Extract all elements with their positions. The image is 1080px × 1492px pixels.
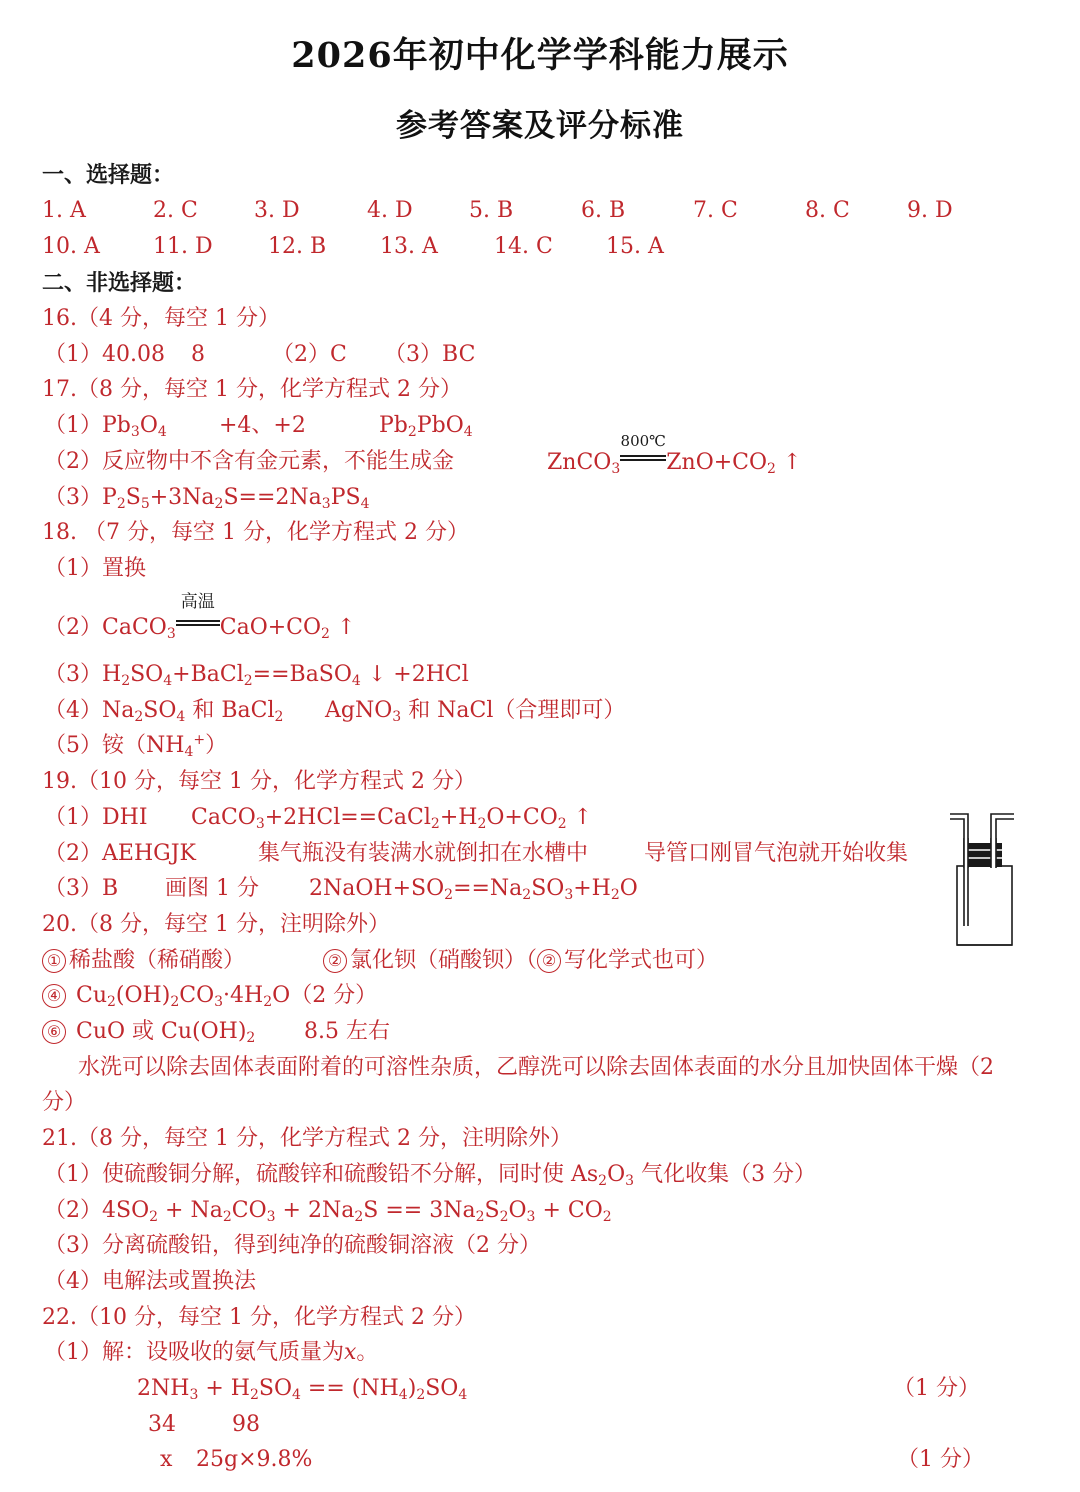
choice-answer: 14. C xyxy=(494,234,553,259)
choice-answer: 15. A xyxy=(606,234,664,259)
choice-answer: 2. C xyxy=(153,198,198,223)
q21-head: 21.（8 分，每空 1 分，化学方程式 2 分，注明除外） xyxy=(42,1126,572,1151)
circled-number: ② xyxy=(537,949,561,973)
choice-answer: 7. C xyxy=(693,198,738,223)
circled-number: ② xyxy=(323,949,347,973)
q16-answer-1b: 8 xyxy=(191,342,205,367)
q16-head: 16.（4 分，每空 1 分） xyxy=(42,306,280,331)
q17-a2-equation: ZnCO$_3$ 800℃ $ZnO+CO_2$ ↑ xyxy=(547,432,802,477)
q20-answer-7: 水洗可以除去固体表面附着的可溶性杂质，乙醇洗可以除去固体表面的水分且加快固体干燥（2 xyxy=(78,1055,995,1080)
q20-head: 20.（8 分，每空 1 分，注明除外） xyxy=(42,912,390,937)
q17-a2-text: （2）反应物中不含有金元素，不能生成金 xyxy=(44,449,454,474)
section-heading-choice: 一、选择题： xyxy=(42,162,175,188)
reaction-condition: 800℃ xyxy=(620,447,666,467)
gas-arrow-icon: ↑ xyxy=(573,805,593,830)
q22-head: 22.（10 分，每空 1 分，化学方程式 2 分） xyxy=(42,1305,476,1330)
section-heading-nonchoice: 二、非选择题： xyxy=(42,270,197,296)
choice-answer: 5. B xyxy=(469,198,514,223)
gas-arrow-icon: ↑ xyxy=(782,450,802,475)
q17-a1-label: （1）Pb xyxy=(44,413,131,438)
circled-number: ① xyxy=(42,949,66,973)
choice-answer: 3. D xyxy=(254,198,300,223)
choice-answer: 6. B xyxy=(581,198,626,223)
choice-answer: 9. D xyxy=(907,198,953,223)
q21-answer-3: （3）分离硫酸铅，得到纯净的硫酸铜溶液（2 分） xyxy=(44,1233,541,1258)
choice-answer: 1. A xyxy=(42,198,86,223)
q17-a1-formula: Pb xyxy=(379,413,408,438)
q18-head: 18. （7 分，每空 1 分，化学方程式 2 分） xyxy=(42,520,469,545)
q17-head: 17.（8 分，每空 1 分，化学方程式 2 分） xyxy=(42,377,462,402)
q16-answer-2: （2）C xyxy=(272,342,347,367)
q18-answer-1: （1）置换 xyxy=(44,556,146,581)
score-note: （1 分） xyxy=(897,1447,984,1472)
q16-answer-3: （3）BC xyxy=(384,342,476,367)
choice-answer: 8. C xyxy=(805,198,850,223)
q21-answer-4: （4）电解法或置换法 xyxy=(44,1269,256,1294)
choice-answer: 4. D xyxy=(367,198,413,223)
page-subtitle: 参考答案及评分标准 xyxy=(396,108,684,144)
choice-answer: 13. A xyxy=(380,234,438,259)
reaction-condition: 高温 xyxy=(176,612,220,632)
choice-answer: 12. B xyxy=(268,234,327,259)
page-title: 2026年初中化学学科能力展示 xyxy=(291,35,789,76)
choice-answer: 10. A xyxy=(42,234,100,259)
q16-answer-1: （1）40.08 xyxy=(44,342,165,367)
score-note: （1 分） xyxy=(893,1376,980,1401)
precipitate-arrow-icon: ↓ xyxy=(367,662,387,687)
circled-number: ⑥ xyxy=(42,1020,66,1044)
q17-a1-valence: +4、+2 xyxy=(219,413,306,438)
q19-head: 19.（10 分，每空 1 分，化学方程式 2 分） xyxy=(42,769,476,794)
gas-collection-bottle-icon xyxy=(946,808,1018,950)
gas-arrow-icon: ↑ xyxy=(336,615,356,640)
q20-answer-7b: 分） xyxy=(42,1090,87,1115)
choice-answer: 11. D xyxy=(153,234,213,259)
circled-number: ④ xyxy=(42,984,66,1008)
